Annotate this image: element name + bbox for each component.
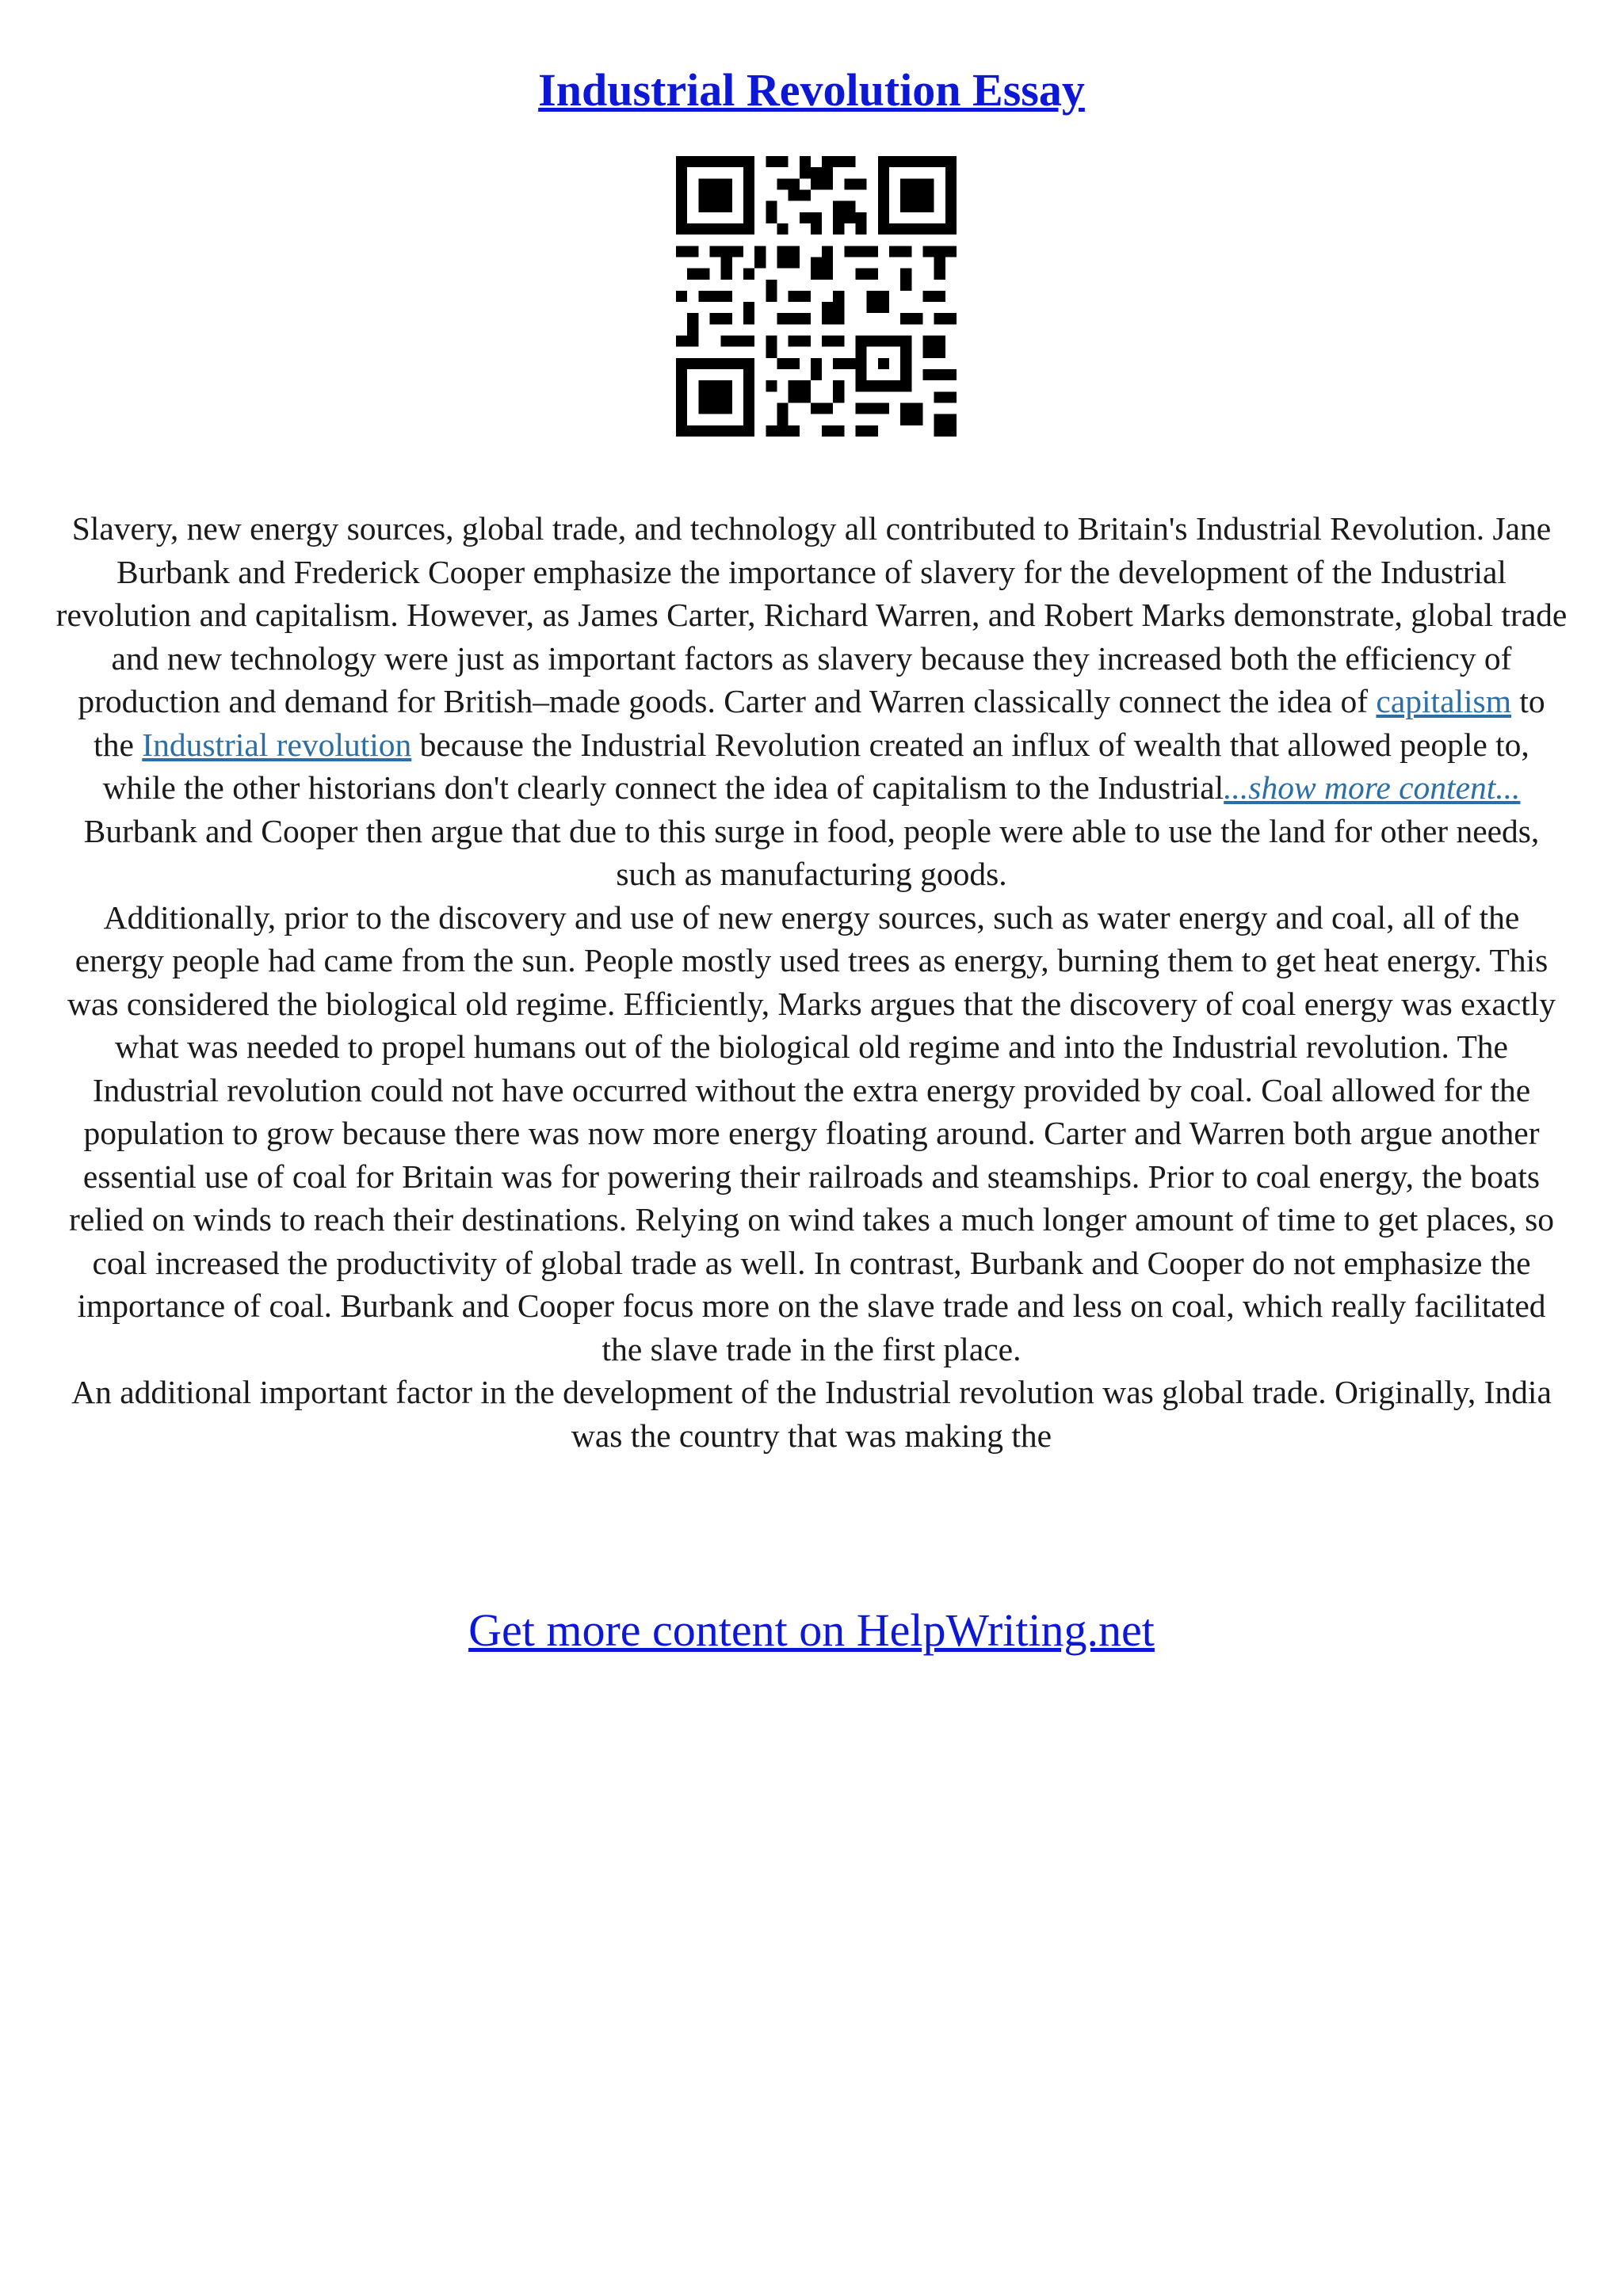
page-title [0,59,1623,122]
capitalism-link[interactable]: capitalism [1376,683,1511,719]
qr-code-icon [676,156,957,437]
paragraph-1-connector: to the [94,683,1545,763]
footer [0,1599,1623,1662]
helpwriting-link[interactable]: Get more content on HelpWriting.net [468,1604,1155,1656]
paragraph-3: Additionally, prior to the discovery and use of new energy sources, such as water energy and coal, all of the energy people had came from the sun. People mostly used trees as energy, burning them to get heat energy. This was considered the biological old regime. Efficiently, Marks argues that the discovery of coal energy was exactly what was needed to propel humans out of the biological old regime and into the Industrial revolution. The Industrial revolution could not have occurred without the extra energy provided by coal. Coal allowed for the population to grow because there was now more energy floating around. Carter and Warren both argue another essential use of coal for Britain was for powering their railroads and steamships. Prior to coal energy, the boats relied on winds to reach their destinations. Relying on wind takes a much longer amount of time to get places, so coal increased the productivity of global trade as well. In contrast, Burbank and Cooper do not emphasize the importance of coal. Burbank and Cooper focus more on the slave trade and less on coal, which really facilitated the slave trade in the first place. [67,898,1556,1367]
show-more-link[interactable]: ...show more content... [1224,769,1521,806]
paragraph-1 [55,507,1568,810]
paragraph-2: Burbank and Cooper then argue that due to this surge in food, people were able to use the land for other needs, such as manufacturing goods. [83,812,1540,892]
paragraph-4: An additional important factor in the development of the Industrial revolution was global trade. Originally, India was the country that was making the [71,1374,1552,1454]
paragraph-1-tail: because the Industrial Revolution created an influx of wealth that allowed people to, while the other historians don't clearly connect the idea of capitalism to the Industrial [102,726,1529,806]
industrial-revolution-link[interactable]: Industrial revolution [142,726,412,763]
title-link[interactable]: Industrial Revolution Essay [538,64,1085,116]
paragraph-1-text: Slavery, new energy sources, global trade, and technology all contributed to Britain's Industrial Revolution. Jane Burbank and Frederick Cooper emphasize the importance of slavery for the development of the Industrial revolution and capitalism. However, as James Carter, Richard Warren, and Robert Marks demonstrate, global trade and new technology were just as important factors as slavery because they increased both the efficiency of production and demand for British–made goods. Carter and Warren classically connect the idea of [55,510,1568,719]
essay-body [55,507,1568,1457]
